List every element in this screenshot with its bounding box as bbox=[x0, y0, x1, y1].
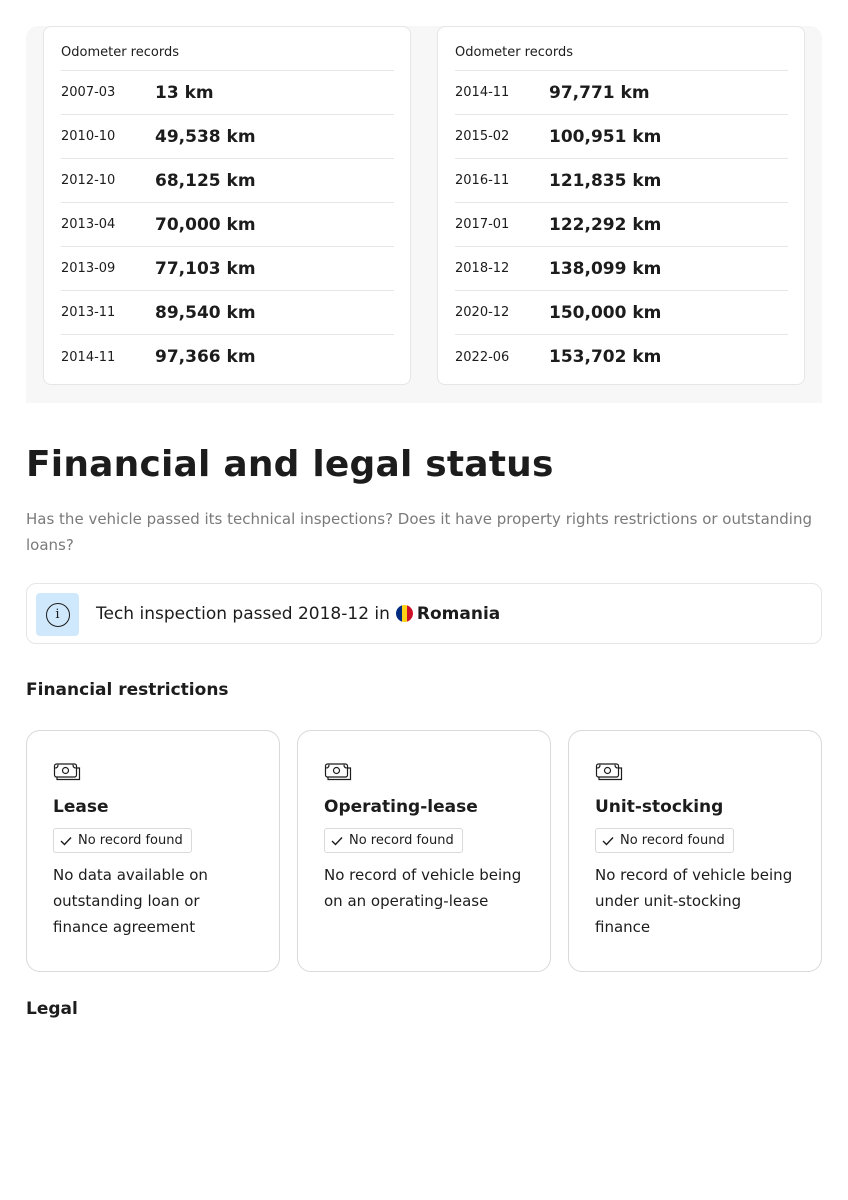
odometer-row bbox=[455, 115, 788, 159]
odometer-date: 2014-11 bbox=[455, 85, 510, 100]
info-icon: i bbox=[46, 603, 70, 627]
status-badge bbox=[324, 828, 463, 853]
badge-label: No record found bbox=[349, 833, 454, 848]
inspection-text-line bbox=[96, 604, 500, 624]
odometer-date: 2010-10 bbox=[61, 129, 116, 144]
operating-lease-card bbox=[297, 730, 551, 972]
odometer-row bbox=[455, 203, 788, 247]
odometer-date: 2022-06 bbox=[455, 349, 510, 365]
odometer-date: 2018-12 bbox=[455, 261, 510, 276]
money-icon bbox=[595, 761, 623, 783]
odometer-date: 2014-11 bbox=[61, 349, 116, 365]
odometer-row bbox=[455, 71, 788, 115]
page-subtitle: Has the vehicle passed its technical inspections? Does it have property rights restrictions or outstanding loans? bbox=[26, 510, 812, 554]
odometer-date: 2017-01 bbox=[455, 217, 510, 232]
money-icon bbox=[324, 761, 352, 783]
odometer-date: 2020-12 bbox=[455, 305, 510, 320]
odometer-section bbox=[26, 26, 822, 403]
odometer-value: 68,125 km bbox=[155, 170, 256, 191]
odometer-row bbox=[61, 71, 394, 115]
inspection-text: Tech inspection passed 2018-12 in bbox=[96, 603, 390, 624]
check-icon bbox=[60, 836, 72, 846]
badge-label: No record found bbox=[78, 833, 183, 848]
financial-restrictions-heading: Financial restrictions bbox=[26, 680, 229, 700]
odometer-value: 89,540 km bbox=[155, 302, 256, 323]
flag-stripe-red bbox=[407, 605, 413, 622]
odometer-value: 150,000 km bbox=[549, 302, 662, 323]
odometer-value: 97,366 km bbox=[155, 347, 256, 367]
odometer-card-title: Odometer records bbox=[455, 27, 788, 71]
odometer-value: 13 km bbox=[155, 82, 214, 103]
odometer-value: 100,951 km bbox=[549, 126, 662, 147]
money-icon bbox=[53, 761, 81, 783]
odometer-row bbox=[61, 335, 394, 379]
odometer-value: 122,292 km bbox=[549, 214, 662, 235]
legal-heading: Legal bbox=[26, 999, 78, 1019]
odometer-value: 153,702 km bbox=[549, 347, 662, 367]
card-title: Operating-lease bbox=[324, 797, 478, 817]
odometer-date: 2007-03 bbox=[61, 85, 116, 100]
status-badge bbox=[595, 828, 734, 853]
card-title: Lease bbox=[53, 797, 109, 817]
unit-stocking-card bbox=[568, 730, 822, 972]
info-icon-container bbox=[36, 593, 79, 636]
status-badge bbox=[53, 828, 192, 853]
odometer-date: 2015-02 bbox=[455, 129, 510, 144]
card-description: No record of vehicle being under unit-stocking finance bbox=[595, 866, 793, 936]
odometer-row bbox=[61, 291, 394, 335]
odometer-date: 2013-04 bbox=[61, 217, 116, 232]
odometer-card-right bbox=[437, 26, 805, 385]
badge-label: No record found bbox=[620, 833, 725, 848]
odometer-row bbox=[455, 159, 788, 203]
odometer-card-title: Odometer records bbox=[61, 27, 394, 71]
odometer-value: 121,835 km bbox=[549, 170, 662, 191]
odometer-row bbox=[61, 247, 394, 291]
lease-card bbox=[26, 730, 280, 972]
odometer-date: 2013-11 bbox=[61, 305, 116, 320]
odometer-date: 2013-09 bbox=[61, 261, 116, 276]
odometer-row bbox=[61, 115, 394, 159]
odometer-row bbox=[455, 247, 788, 291]
odometer-value: 70,000 km bbox=[155, 214, 256, 235]
odometer-card-left bbox=[43, 26, 411, 385]
check-icon bbox=[602, 836, 614, 846]
check-icon bbox=[331, 836, 343, 846]
odometer-row bbox=[455, 335, 788, 379]
romania-flag-icon bbox=[396, 605, 413, 622]
odometer-date: 2016-11 bbox=[455, 173, 510, 188]
odometer-row bbox=[61, 159, 394, 203]
odometer-value: 49,538 km bbox=[155, 126, 256, 147]
odometer-value: 138,099 km bbox=[549, 258, 662, 279]
page-title: Financial and legal status bbox=[26, 444, 554, 485]
odometer-date: 2012-10 bbox=[61, 173, 116, 188]
inspection-info-box bbox=[26, 583, 822, 644]
odometer-value: 97,771 km bbox=[549, 82, 650, 103]
card-description: No data available on outstanding loan or finance agreement bbox=[53, 866, 208, 936]
odometer-row bbox=[61, 203, 394, 247]
odometer-value: 77,103 km bbox=[155, 258, 256, 279]
card-description: No record of vehicle being on an operating-lease bbox=[324, 866, 522, 910]
inspection-country: Romania bbox=[416, 603, 501, 624]
odometer-row bbox=[455, 291, 788, 335]
card-title: Unit-stocking bbox=[595, 797, 724, 817]
